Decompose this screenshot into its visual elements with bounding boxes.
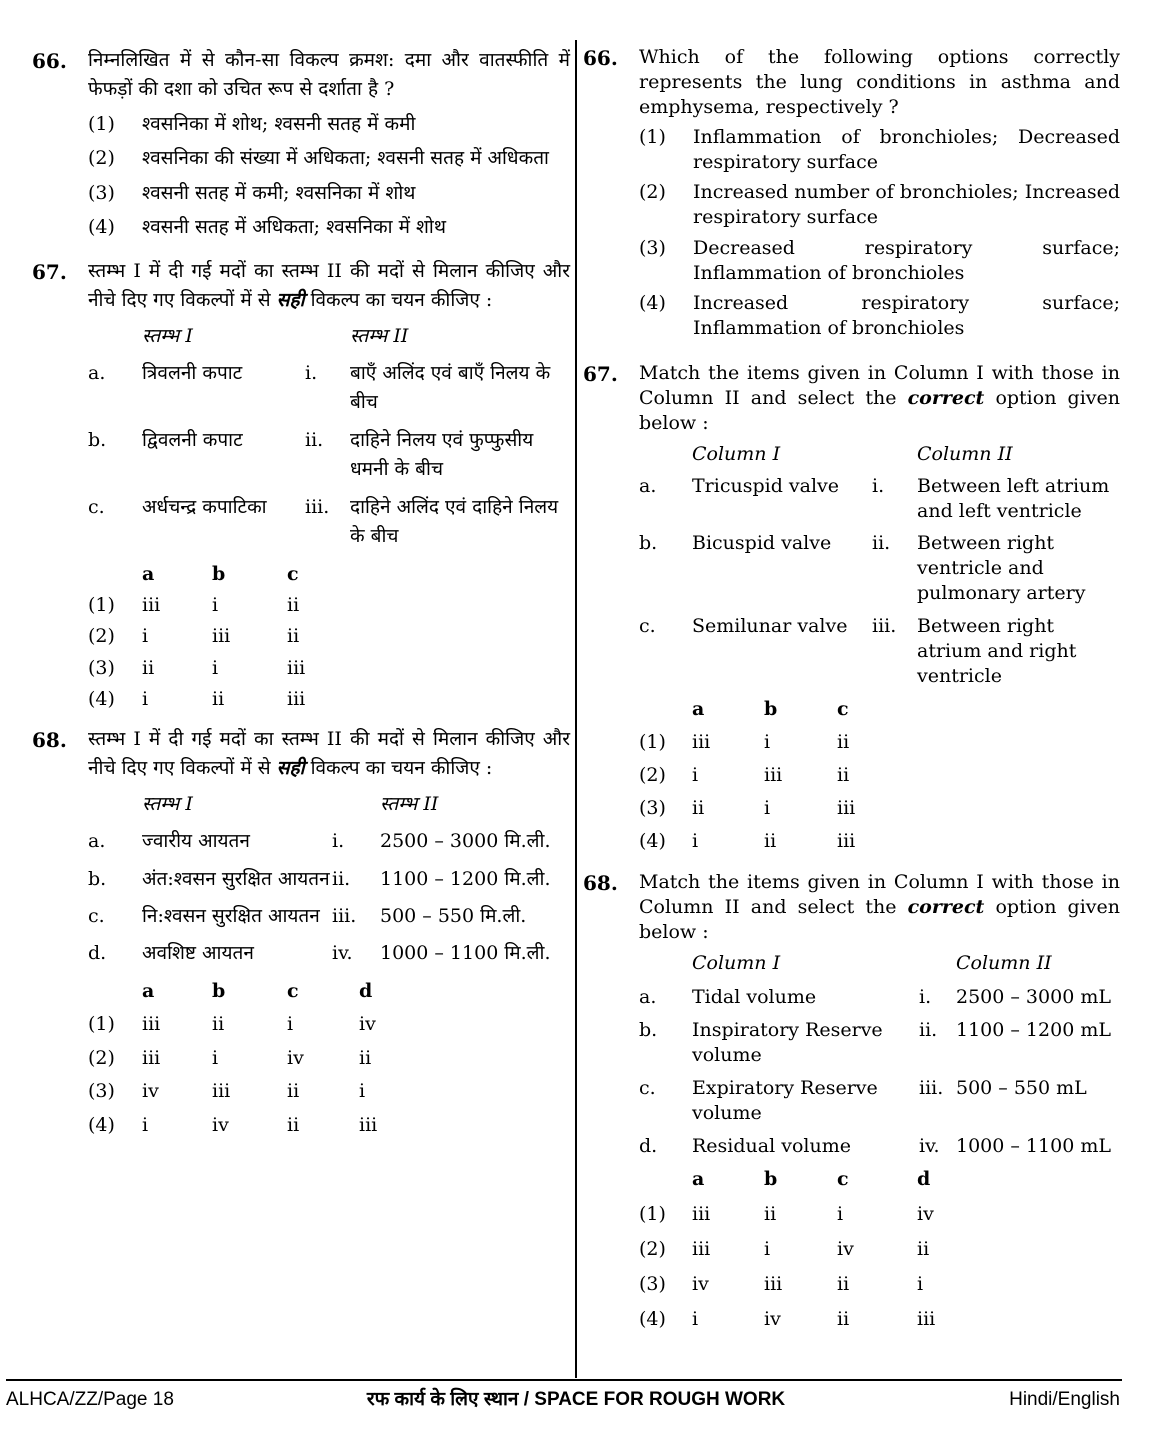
- column-2-header: Column II: [917, 443, 1013, 466]
- question-number: 67.: [32, 259, 67, 284]
- column-2-header: Column II: [956, 952, 1052, 975]
- language-label: Hindi/English: [1009, 1389, 1120, 1410]
- option-1: (1) Inflammation of bronchioles; Decreased respiratory surface: [639, 126, 1120, 174]
- option-3: (3) श्वसनी सतह में कमी; श्वसनिका में शोथ: [88, 181, 416, 204]
- question-number: 67.: [583, 361, 618, 386]
- column-1-header: स्तम्भ I: [142, 324, 193, 347]
- hindi-column: [32, 42, 570, 1140]
- question-stem: निम्नलिखित में से कौन-सा विकल्प क्रमश: दमा और वातस्फीति में फेफड़ों की दशा को उचित रूप से दर्शाता है ?: [88, 49, 570, 101]
- footer-rule: [6, 1379, 1122, 1381]
- column-2-header: स्तम्भ II: [380, 792, 439, 815]
- emphasis-correct: सही: [276, 289, 305, 312]
- match-table: स्तम्भ I स्तम्भ II a. ज्वारीय आयतन i. 2500 – 3000 मि.ली. b. अंत:श्वसन सुरक्षित आयतन ii. 1100 – 1200 मि.ली. c. नि:श्वसन सुरक्षित आयतन iii. 500 – 550 मि.ली. d. अवशिष्ट आयतन iv. 1000 – 1100 मि.ली.: [88, 790, 570, 969]
- page-code: ALHCA/ZZ/Page 18: [6, 1389, 174, 1410]
- option-3: (3) Decreased respiratory surface; Inflammation of bronchioles: [639, 236, 1120, 284]
- emphasis-correct: correct: [907, 896, 985, 919]
- option-4: (4) श्वसनी सतह में अधिकता; श्वसनिका में शोथ: [88, 216, 446, 239]
- question-number: 68.: [32, 727, 67, 752]
- answer-options: a b c (1) iii i ii (2) i iii ii (3) ii i iii (4) i ii iii: [88, 562, 306, 711]
- emphasis-correct: सही: [276, 757, 305, 780]
- question-number: 66.: [583, 46, 618, 70]
- column-1-header: स्तम्भ I: [142, 792, 193, 815]
- column-1-header: Column I: [692, 952, 781, 975]
- answer-options: a b c (1) iii i ii (2) i iii ii (3) ii i iii (4) i ii iii: [639, 697, 856, 853]
- question-stem: स्तम्भ I में दी गई मदों का स्तम्भ II की मदों से मिलान कीजिए और नीचे दिए गए विकल्पों में से सही विकल्प का चयन कीजिए :: [88, 259, 570, 312]
- column-1-header: Column I: [692, 443, 781, 466]
- emphasis-correct: correct: [907, 386, 985, 409]
- answer-options: a b c d (1) iii ii i iv (2) iii i iv ii (3) iv iii ii i (4) i iv ii iii: [639, 1167, 936, 1331]
- question-stem: Which of the following options correctly represents the lung conditions in asthma and emphysema, respectively ?: [639, 46, 1120, 119]
- match-table: Column I Column II a. Tricuspid valve i. Between left atrium and left ventricle b. Bicuspid valve ii. Between right ventricle and pulmonary artery c. Semilunar valve iii. Between right atrium and right ventricle: [639, 442, 1120, 689]
- question-66-hindi: [32, 46, 570, 243]
- question-66-english: [583, 45, 1120, 341]
- question-68-english: [583, 870, 1120, 1332]
- question-67-english: [583, 361, 1120, 854]
- answer-options: a b c d (1) iii ii i iv (2) iii i iv ii (3) iv iii ii i (4) i iv ii iii: [88, 979, 378, 1136]
- question-stem: Match the items given in Column I with those in Column II and select the correct option given below :: [639, 361, 1121, 435]
- match-table: स्तम्भ I स्तम्भ II a. त्रिवलनी कपाट i. बाएँ अलिंद एवं बाएँ निलय के बीच b. द्विवलनी कपाट ii. दाहिने निलय एवं फुप्फुसीय धमनी के बीच c. अर्धचन्द्र कपाटिका iii. दाहिने अलिंद एवं दाहिने निलय के बीच: [88, 322, 570, 552]
- option-2: (2) Increased number of bronchioles; Increased respiratory surface: [639, 181, 1120, 229]
- question-stem: Match the items given in Column I with those in Column II and select the correct option given below :: [639, 871, 1121, 944]
- option-2: (2) श्वसनिका की संख्या में अधिकता; श्वसनी सतह में अधिकता: [88, 147, 549, 170]
- question-68-hindi: [32, 725, 570, 1140]
- english-column: [583, 45, 1120, 1332]
- question-stem: स्तम्भ I में दी गई मदों का स्तम्भ II की मदों से मिलान कीजिए और नीचे दिए गए विकल्पों में से सही विकल्प का चयन कीजिए :: [88, 727, 570, 780]
- column-divider: [575, 40, 577, 1378]
- question-number: 68.: [583, 871, 618, 896]
- option-1: (1) श्वसनिका में शोथ; श्वसनी सतह में कमी: [88, 112, 416, 135]
- match-table: Column I Column II a. Tidal volume i. 2500 – 3000 mL b. Inspiratory Reserve volume ii. 1100 – 1200 mL c. Expiratory Reserve volume iii. 500 – 550 mL d. Residual volume iv. 1000 – 1100 mL: [639, 951, 1120, 1159]
- column-2-header: स्तम्भ II: [350, 324, 409, 347]
- question-number: 66.: [32, 49, 67, 73]
- question-67-hindi: [32, 257, 570, 715]
- rough-work-label: रफ कार्य के लिए स्थान / SPACE FOR ROUGH WORK: [366, 1389, 786, 1410]
- option-4: (4) Increased respiratory surface; Inflammation of bronchioles: [639, 291, 1120, 339]
